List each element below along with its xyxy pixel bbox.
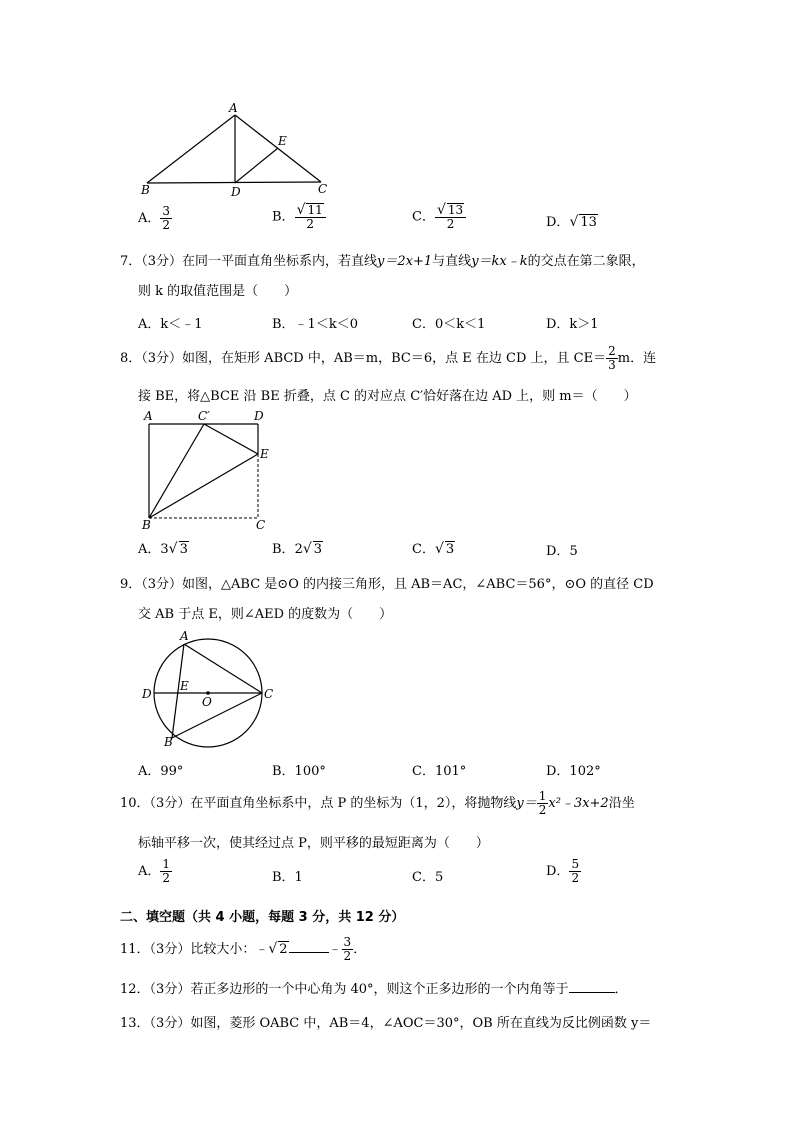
q6-option-c: C． $\frac{√ 13}{2}$ — [412, 203, 466, 231]
q8-option-a: A．3√ 3 — [138, 541, 188, 557]
label-D: D — [231, 185, 241, 199]
q12-blank[interactable] — [569, 992, 615, 993]
q10-option-b: B．1 — [272, 870, 303, 885]
q8-line2: 接 BE，将△BCE 沿 BE 折叠，点 C 的对应点 C′恰好落在边 AD 上，则 m＝（ ） — [138, 389, 637, 404]
label-O: O — [202, 695, 212, 709]
q9-option-d: D．102° — [546, 764, 601, 779]
label-E: E — [180, 679, 189, 693]
label-B: B — [141, 183, 150, 197]
q9-line1: 9．（3分）如图，△ABC 是⊙O 的内接三角形，且 AB＝AC，∠ABC＝56°，⊙O 的直径 CD — [120, 577, 654, 592]
label-A: A — [180, 629, 189, 643]
label-E: E — [260, 447, 269, 461]
label-B: B — [142, 518, 151, 532]
label-C: C — [264, 687, 274, 701]
edge-AB — [147, 115, 235, 183]
q8-option-d: D．5 — [546, 544, 578, 559]
q10-option-c: C．5 — [412, 870, 444, 885]
q7-option-d: D．k＞1 — [546, 317, 599, 332]
q9-option-b: B．100° — [272, 764, 326, 779]
label-A: A — [229, 101, 238, 115]
q10-line2: 标轴平移一次，使其经过点 P，则平移的最短距离为（ ） — [138, 836, 489, 851]
q6-option-d: D．√ 13 — [546, 214, 597, 230]
q7-option-c: C．0＜k＜1 — [412, 317, 486, 332]
q9-figure — [138, 628, 278, 753]
q6-option-a: A． $\frac{3}{2}$ — [138, 204, 171, 232]
q11-blank[interactable] — [289, 952, 329, 953]
label-D: D — [254, 409, 264, 423]
q8-line1: 8．（3分）如图，在矩形 ABCD 中，AB＝m，BC＝6，点 E 在边 CD 上，且 CE＝ $\frac{2}{3}$ m．连 — [120, 344, 657, 372]
q10-line1: 10．（3分）在平面直角坐标系中，点 P 的坐标为（1，2），将抛物线y＝ $\frac{1}{2}$ x²﹣3x+2沿坐 — [120, 789, 635, 817]
edge-BC1 — [149, 424, 204, 518]
edge-DE — [235, 148, 278, 183]
label-B: B — [164, 735, 173, 749]
q10-option-d: D． $\frac{5}{2}$ — [546, 857, 580, 885]
q7-line2: 则 k 的取值范围是（ ） — [138, 284, 298, 299]
label-E: E — [278, 134, 287, 148]
q9-option-a: A．99° — [138, 764, 184, 779]
edge-BC — [172, 693, 262, 738]
label-A: A — [144, 409, 153, 423]
label-C1: C′ — [198, 409, 210, 423]
q6-option-b: B． $\frac{√ 11}{2}$ — [272, 203, 326, 231]
edge-C1E — [204, 424, 258, 454]
q7-option-b: B．﹣1＜k＜0 — [272, 317, 358, 332]
q11-line: 11．（3分）比较大小：﹣√ 2 ﹣ $\frac{3}{2}$ ． — [120, 935, 367, 963]
section-heading: 二、填空题（共 4 小题，每题 3 分，共 12 分） — [120, 910, 405, 925]
edge-BE — [149, 454, 258, 518]
edge-BC — [147, 182, 321, 183]
q6-figure — [135, 100, 335, 200]
q7-option-a: A．k＜﹣1 — [138, 317, 203, 332]
label-C: C — [256, 518, 266, 532]
q12-line: 12．（3分）若正多边形的一个中心角为 40°，则这个正多边形的一个内角等于 ． — [120, 982, 628, 997]
q8-option-b: B．2√ 3 — [272, 541, 323, 557]
q8-figure — [140, 408, 275, 533]
q13-line: 13．（3分）如图，菱形 OABC 中，AB＝4，∠AOC＝30°，OB 所在直线为反比例函数 y＝ — [120, 1016, 652, 1031]
q7-line1: 7．（3分）在同一平面直角坐标系内，若直线y＝2x+1与直线y＝kx﹣k的交点在第二象限， — [120, 254, 645, 269]
q10-option-a: A． $\frac{1}{2}$ — [138, 857, 171, 885]
q9-option-c: C．101° — [412, 764, 467, 779]
q9-line2: 交 AB 于点 E，则∠AED 的度数为（ ） — [138, 607, 393, 622]
label-D: D — [142, 687, 152, 701]
q8-option-c: C．√ 3 — [412, 541, 455, 557]
label-C: C — [318, 182, 328, 196]
edge-AC — [184, 644, 262, 693]
